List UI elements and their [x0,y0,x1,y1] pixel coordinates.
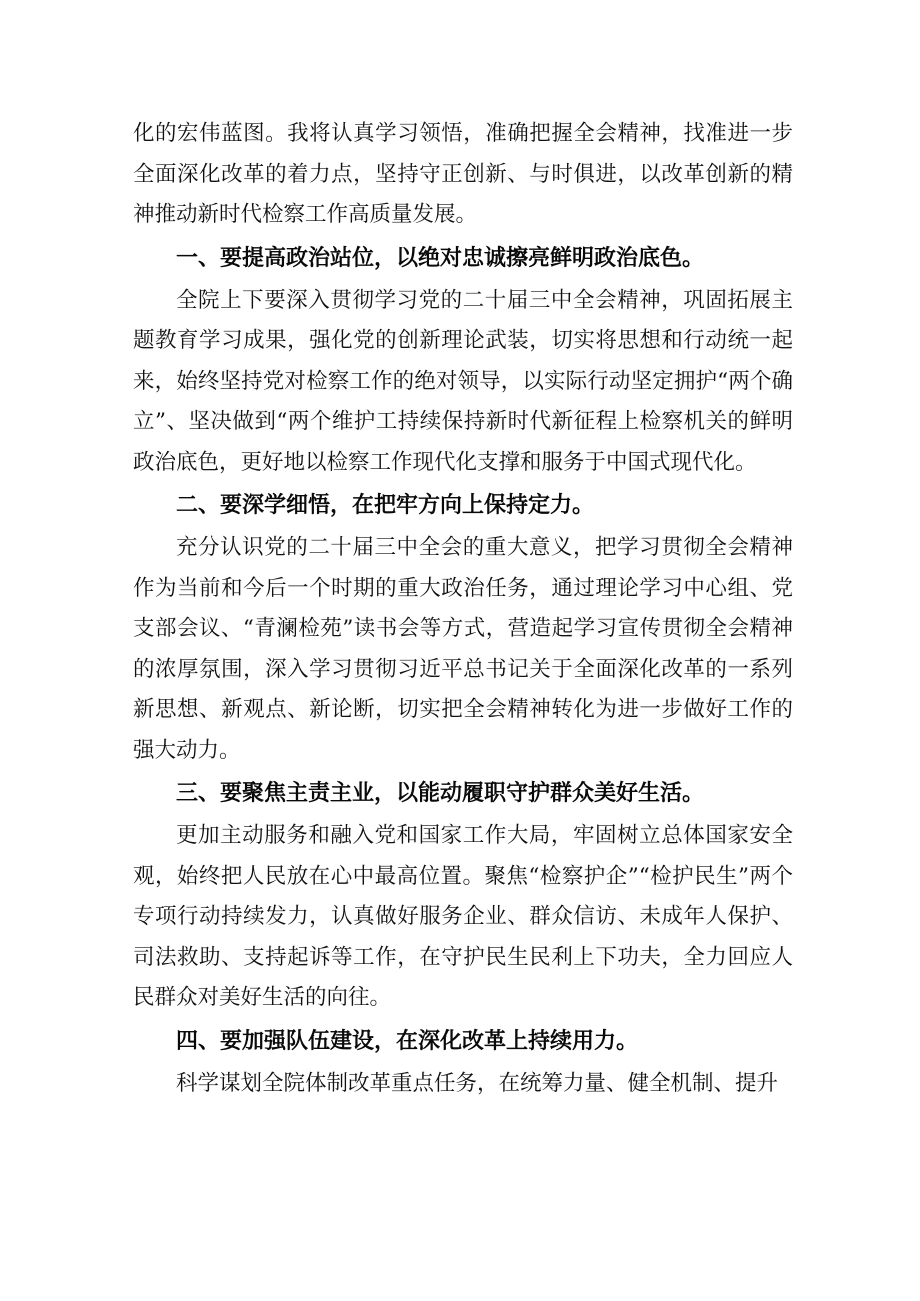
section-heading-2: 二、要深学细悟，在把牢方向上保持定力。 [176,493,595,518]
paragraph-section-1: 全院上下要深入贯彻学习党的二十届三中全会精神，巩固拓展主题教育学习成果，强化党的创新理论武装，切实将思想和行动统一起来，始终坚持党对检察工作的绝对领导，以实际行动坚定拥护“两个确立”、坚决做到“两个维护工持续保持新时代新征程上检察机关的鲜明政治底色，更好地以检察工作现代化支撑和服务于中国式现代化。 [133,287,793,475]
paragraph-section-3: 更加主动服务和融入党和国家工作大局，牢固树立总体国家安全观，始终把人民放在心中最高位置。聚焦“检察护企”“检护民生”两个专项行动持续发力，认真做好服务企业、群众信访、未成年人保护、司法救助、支持起诉等工作，在守护民生民利上下功夫，全力回应人民群众对美好生活的向往。 [133,823,793,1010]
section-heading-1: 一、要提高政治站位，以绝对忠诚擦亮鲜明政治底色。 [176,245,705,271]
paragraph-section-4-start: 科学谋划全院体制改革重点任务，在统筹力量、健全机制、提升 [176,1070,779,1096]
section-heading-4: 四、要加强队伍建设，在深化改革上持续用力。 [176,1028,639,1054]
document-body [133,114,793,1104]
paragraph-section-2: 充分认识党的二十届三中全会的重大意义，把学习贯彻全会精神作为当前和今后一个时期的重大政治任务，通过理论学习中心组、党支部会议、“青澜检苑”读书会等方式，营造起学习宣传贯彻全会精神的浓厚氛围，深入学习贯彻习近平总书记关于全面深化改革的一系列新思想、新观点、新论断，切实把全会精神转化为进一步做好工作的强大动力。 [133,535,793,763]
section-heading-3: 三、要聚焦主责主业，以能动履职守护群众美好生活。 [176,781,705,806]
paragraph-intro-continued: 化的宏伟蓝图。我将认真学习领悟，准确把握全会精神，找准进一步全面深化改革的着力点，坚持守正创新、与时俱进，以改革创新的精神推动新时代检察工作高质量发展。 [133,121,793,227]
